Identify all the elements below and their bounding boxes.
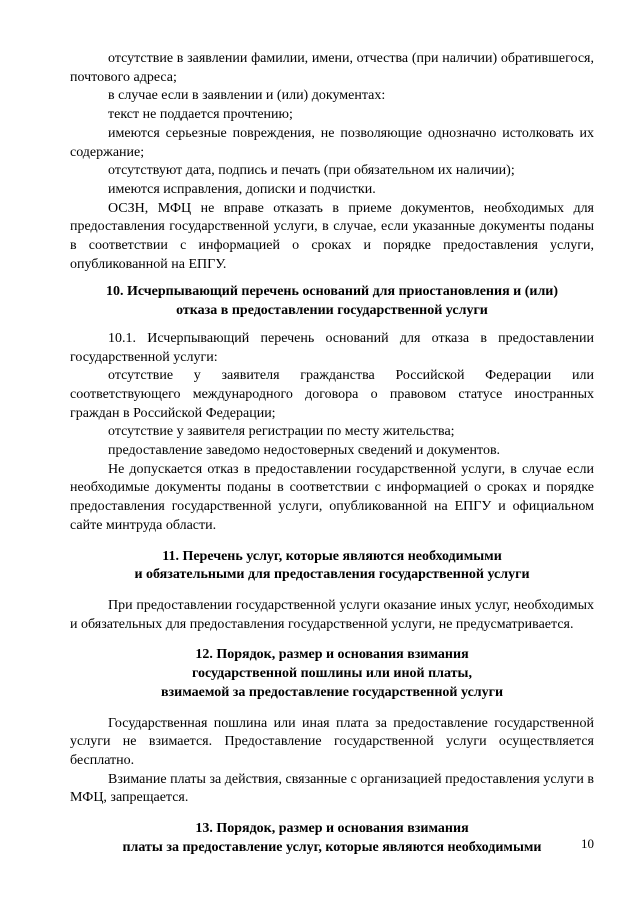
paragraph: Не допускается отказ в предоставлении государственной услуги, в случае если необходимые документы поданы в соответствии с информацией о сроках и порядке предоставления государственной услуги, опубликованной на ЕПГУ и официальном сайте минтруда области. (70, 461, 594, 533)
paragraph: 10.1. Исчерпывающий перечень оснований для отказа в предоставлении государственной услуги: (70, 330, 594, 365)
section-heading-12 (70, 646, 594, 702)
heading-line: отказа в предоставлении государственной услуги (176, 303, 488, 319)
paragraph: Взимание платы за действия, связанные с организацией предоставления услуги в МФЦ, запрещается. (70, 771, 594, 806)
paragraph: отсутствие в заявлении фамилии, имени, отчества (при наличии) обратившегося, почтового адреса; (70, 51, 594, 85)
paragraph: имеются исправления, дописки и подчистки. (108, 181, 376, 197)
paragraph: отсутствие у заявителя гражданства Российской Федерации или соответствующего международного договора о правовом статусе иностранных граждан в Российской Федерации; (70, 368, 594, 421)
paragraph: текст не поддается прочтению; (108, 107, 293, 123)
paragraph: отсутствие у заявителя регистрации по месту жительства; (108, 424, 455, 440)
paragraph: отсутствуют дата, подпись и печать (при обязательном их наличии); (108, 163, 515, 179)
section-heading-11 (70, 548, 594, 585)
heading-line: платы за предоставление услуг, которые являются необходимыми (122, 839, 542, 855)
paragraph: в случае если в заявлении и (или) документах: (108, 88, 386, 104)
paragraph: предоставление заведомо недостоверных сведений и документов. (108, 443, 501, 459)
section-heading-10 (70, 283, 594, 320)
paragraph: имеются серьезные повреждения, не позволяющие однозначно истолковать их содержание; (70, 125, 594, 160)
heading-line: 11. Перечень услуг, которые являются необходимыми (162, 548, 502, 564)
paragraph: ОСЗН, МФЦ не вправе отказать в приеме документов, необходимых для предоставления государственной услуги, в случае, если указанные документы поданы в соответствии с информацией о сроках и порядке предоставления услуги, опубликованной на ЕПГУ. (70, 200, 594, 272)
paragraph: Государственная пошлина или иная плата за предоставление государственной услуги не взимается. Предоставление государственной услуги осуществляется бесплатно. (70, 715, 594, 768)
section-heading-13 (70, 820, 594, 857)
heading-line: и обязательными для предоставления государственной услуги (134, 567, 530, 583)
heading-line: 12. Порядок, размер и основания взимания (195, 647, 469, 663)
heading-line: 10. Исчерпывающий перечень оснований для приостановления и (или) (105, 284, 559, 300)
paragraph: При предоставлении государственной услуги оказание иных услуг, необходимых и обязательных для предоставления государственной услуги, не предусматривается. (70, 597, 594, 632)
heading-line: 13. Порядок, размер и основания взимания (195, 821, 469, 837)
heading-line: государственной пошлины или иной платы, (192, 666, 472, 682)
document-body (70, 50, 594, 857)
page-number: 10 (581, 836, 594, 851)
heading-line: взимаемой за предоставление государственной услуги (160, 684, 504, 700)
